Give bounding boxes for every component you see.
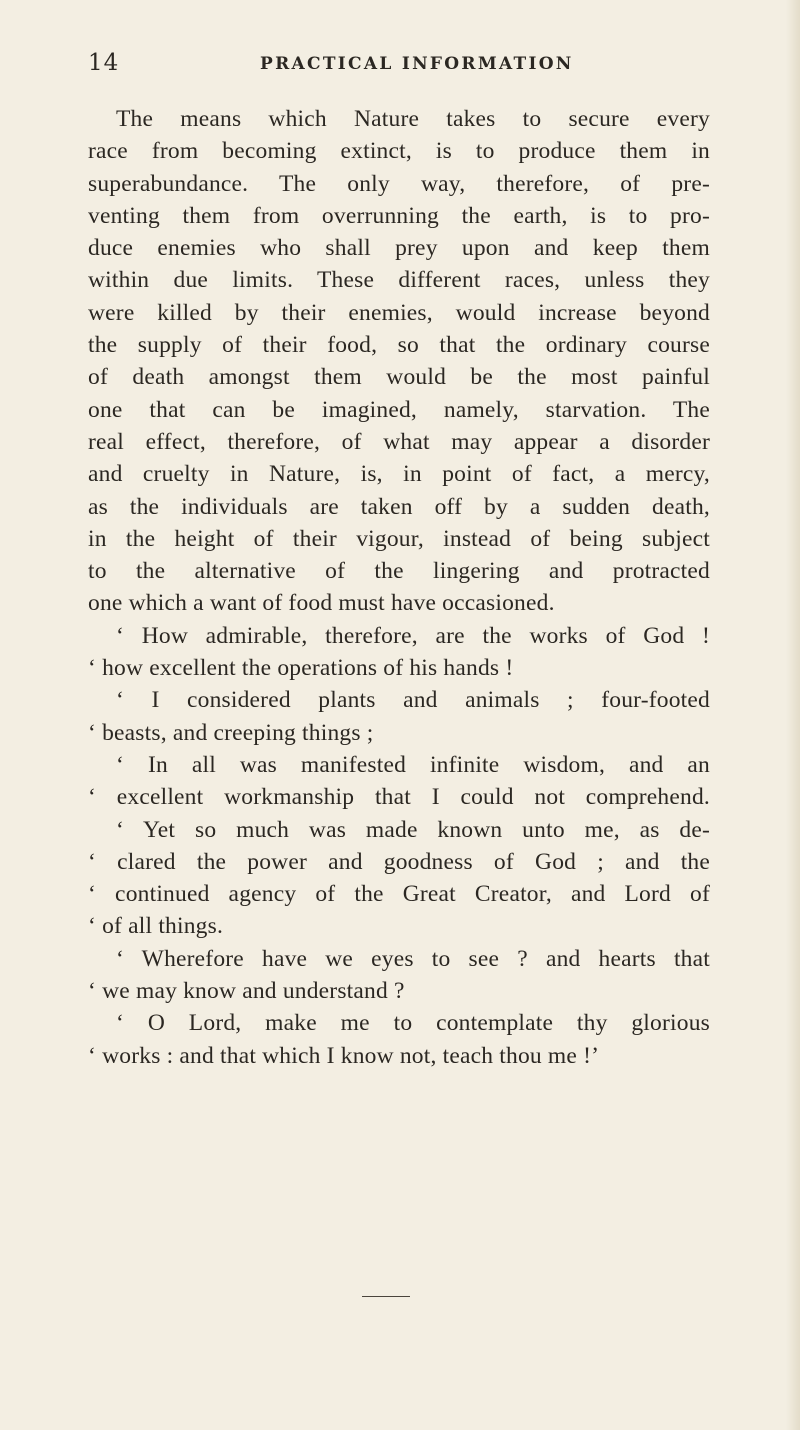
text-line: duce enemies who shall prey upon and keep them bbox=[88, 235, 710, 262]
text-line: one which a want of food must have occasioned. bbox=[88, 590, 555, 617]
text-line: and cruelty in Nature, is, in point of fact, a mercy, bbox=[88, 461, 710, 488]
running-head: PRACTICAL INFORMATION bbox=[260, 54, 574, 74]
text-line: real effect, therefore, of what may appear a disorder bbox=[88, 428, 710, 455]
quote-line: ‘ works : and that which I know not, teach thou me !’ bbox=[88, 1042, 600, 1069]
text-line: as the individuals are taken off by a sudden death, bbox=[88, 493, 710, 520]
quote-line: ‘ beasts, and creeping things ; bbox=[88, 719, 374, 746]
text-line: of death amongst them would be the most painful bbox=[88, 364, 710, 391]
text-line: were killed by their enemies, would increase beyond bbox=[88, 299, 710, 326]
quote-line: ‘ Yet so much was made known unto me, as de- bbox=[116, 816, 710, 843]
quote-line: ‘ continued agency of the Great Creator, and Lord of bbox=[88, 881, 710, 908]
quote-line: ‘ clared the power and goodness of God ; and the bbox=[88, 848, 710, 875]
quote-line: ‘ How admirable, therefore, are the works of God ! bbox=[116, 622, 710, 649]
quote-line: ‘ O Lord, make me to contemplate thy glorious bbox=[116, 1010, 710, 1037]
page-edge bbox=[786, 0, 800, 1430]
text-line: The means which Nature takes to secure every bbox=[116, 106, 710, 132]
quote-line: ‘ excellent workmanship that I could not comprehend. bbox=[88, 784, 710, 811]
text-line: within due limits. These different races, unless they bbox=[88, 267, 710, 294]
quote-line: ‘ In all was manifested infinite wisdom, and an bbox=[116, 751, 710, 778]
page-number: 14 bbox=[88, 50, 120, 76]
quote-line: ‘ how excellent the operations of his hands ! bbox=[88, 655, 514, 682]
quote-line: ‘ I considered plants and animals ; four-footed bbox=[116, 687, 710, 714]
text-line: race from becoming extinct, is to produce them in bbox=[88, 138, 710, 165]
text-line: to the alternative of the lingering and protracted bbox=[88, 558, 710, 585]
quote-line: ‘ we may know and understand ? bbox=[88, 978, 405, 1005]
text-line: superabundance. The only way, therefore, of pre- bbox=[88, 170, 710, 197]
section-end-rule bbox=[362, 1296, 410, 1297]
page-header bbox=[88, 50, 698, 80]
text-line: venting them from overrunning the earth, is to pro- bbox=[88, 202, 710, 229]
text-line: the supply of their food, so that the ordinary course bbox=[88, 332, 710, 359]
quote-line: ‘ of all things. bbox=[88, 913, 224, 940]
text-line: one that can be imagined, namely, starvation. The bbox=[88, 396, 710, 423]
quote-line: ‘ Wherefore have we eyes to see ? and hearts that bbox=[116, 945, 710, 972]
body-text bbox=[88, 103, 710, 1072]
text-line: in the height of their vigour, instead of being subject bbox=[88, 525, 710, 552]
